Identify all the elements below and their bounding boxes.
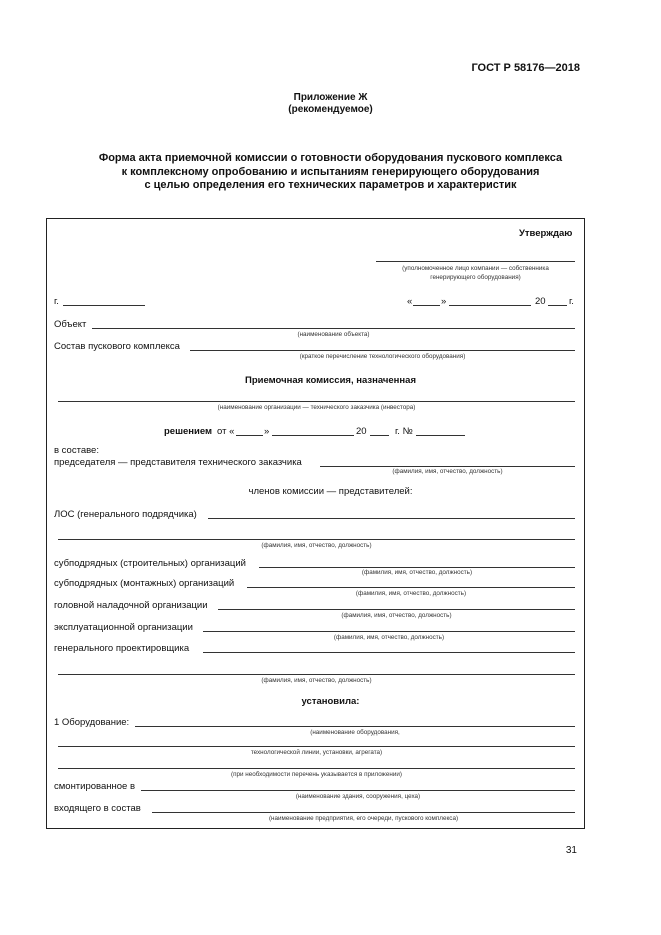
decision-year-line[interactable]	[370, 435, 389, 436]
form-title	[0, 152, 661, 193]
complex-label: Состав пускового комплекса	[54, 341, 180, 352]
designer-label: генерального проектировщика	[54, 643, 190, 654]
in-composition-label: в составе:	[54, 445, 99, 456]
form-title-line: Форма акта приемочной комиссии о готовности оборудования пускового комплекса	[98, 152, 563, 164]
operating-label: эксплуатационной организации	[54, 622, 193, 633]
operating-line[interactable]	[203, 631, 575, 632]
decision-day-line[interactable]	[236, 435, 263, 436]
equipment-line[interactable]	[135, 726, 575, 727]
approve-label: Утверждаю	[519, 228, 573, 239]
general-contractor-caption: (фамилия, имя, отчество, должность)	[261, 542, 372, 549]
page-number: 31	[565, 845, 577, 856]
equipment-list-caption: (при необходимости перечень указывается в приложении)	[230, 771, 402, 778]
object-label: Объект	[54, 319, 87, 330]
appendix-note: (рекомендуемое)	[288, 104, 373, 115]
mounted-label: смонтированное в	[54, 781, 136, 792]
date-year-suffix: г.	[569, 296, 574, 307]
object-caption: (наименование объекта)	[297, 331, 370, 338]
approve-caption: (уполномоченное лицо компании — собственника	[402, 265, 549, 272]
appendix-title: Приложение Ж	[293, 92, 368, 103]
equipment-caption: (наименование оборудования,	[310, 729, 400, 736]
form-title-line: к комплексному опробованию и испытаниям генерирующего оборудования	[121, 165, 540, 178]
chairman-label: председателя — представителя технического заказчика	[54, 457, 302, 468]
object-line[interactable]	[92, 328, 575, 329]
decision-year-prefix: 20	[356, 426, 367, 437]
designer-line[interactable]	[203, 652, 575, 653]
complex-caption: (краткое перечисление технологического оборудования)	[299, 353, 466, 360]
commission-heading: Приемочная комиссия, назначенная	[245, 375, 416, 386]
sub-construction-line[interactable]	[259, 567, 575, 568]
decision-number-prefix: г. №	[395, 426, 413, 437]
date-month-line[interactable]	[449, 305, 531, 306]
commission-caption: (наименование организации — технического заказчика (инвестора)	[217, 404, 416, 411]
designer-line-2[interactable]	[58, 674, 575, 675]
date-year-prefix: 20	[535, 296, 546, 307]
date-year-line[interactable]	[548, 305, 567, 306]
decision-month-line[interactable]	[272, 435, 354, 436]
decision-label: решением	[164, 426, 213, 437]
established-heading: установила:	[301, 696, 360, 707]
date-day-line[interactable]	[413, 305, 440, 306]
form-frame	[46, 218, 585, 829]
complex-line[interactable]	[190, 350, 575, 351]
part-of-line[interactable]	[152, 812, 575, 813]
mounted-line[interactable]	[141, 790, 575, 791]
city-prefix: г.	[54, 296, 59, 307]
commissioning-label: головной наладочной организации	[54, 600, 208, 611]
standard-number: ГОСТ Р 58176—2018	[471, 62, 580, 74]
designer-caption: (фамилия, имя, отчество, должность)	[261, 677, 372, 684]
commissioning-caption: (фамилия, имя, отчество, должность)	[341, 612, 452, 619]
city-line[interactable]	[63, 305, 145, 306]
equipment-label: 1 Оборудование:	[54, 717, 130, 728]
commissioning-line[interactable]	[218, 609, 575, 610]
decision-number-line[interactable]	[416, 435, 465, 436]
approve-signature-line[interactable]	[376, 261, 575, 262]
operating-caption: (фамилия, имя, отчество, должность)	[333, 634, 445, 641]
general-contractor-line[interactable]	[208, 518, 575, 519]
decision-from: от «	[217, 426, 235, 437]
part-of-label: входящего в состав	[54, 803, 141, 814]
general-contractor-label: ЛОС (генерального подрядчика)	[54, 509, 197, 520]
equipment-line-caption: технологической линии, установки, агрегата)	[250, 749, 383, 756]
equipment-line-3[interactable]	[58, 768, 575, 769]
mounted-caption: (наименование здания, сооружения, цеха)	[295, 793, 421, 800]
sub-construction-caption: (фамилия, имя, отчество, должность)	[361, 569, 473, 576]
sub-installation-label: субподрядных (монтажных) организаций	[54, 578, 235, 589]
commission-line[interactable]	[58, 401, 575, 402]
equipment-line-2[interactable]	[58, 746, 575, 747]
chairman-line[interactable]	[320, 466, 575, 467]
members-heading: членов комиссии — представителей:	[248, 486, 413, 497]
date-quote-open: «	[407, 296, 413, 307]
date-quote-close: »	[441, 296, 447, 307]
sub-construction-label: субподрядных (строительных) организаций	[54, 558, 246, 569]
general-contractor-line-2[interactable]	[58, 539, 575, 540]
approve-caption: генерирующего оборудования)	[430, 274, 521, 281]
chairman-caption: (фамилия, имя, отчество, должность)	[392, 468, 503, 475]
sub-installation-line[interactable]	[247, 587, 575, 588]
decision-quote-close: »	[264, 426, 270, 437]
part-of-caption: (наименование предприятия, его очереди, пускового комплекса)	[268, 815, 459, 822]
form-title-line: с целью определения его технических параметров и характеристик	[144, 179, 517, 191]
sub-installation-caption: (фамилия, имя, отчество, должность)	[355, 590, 467, 597]
